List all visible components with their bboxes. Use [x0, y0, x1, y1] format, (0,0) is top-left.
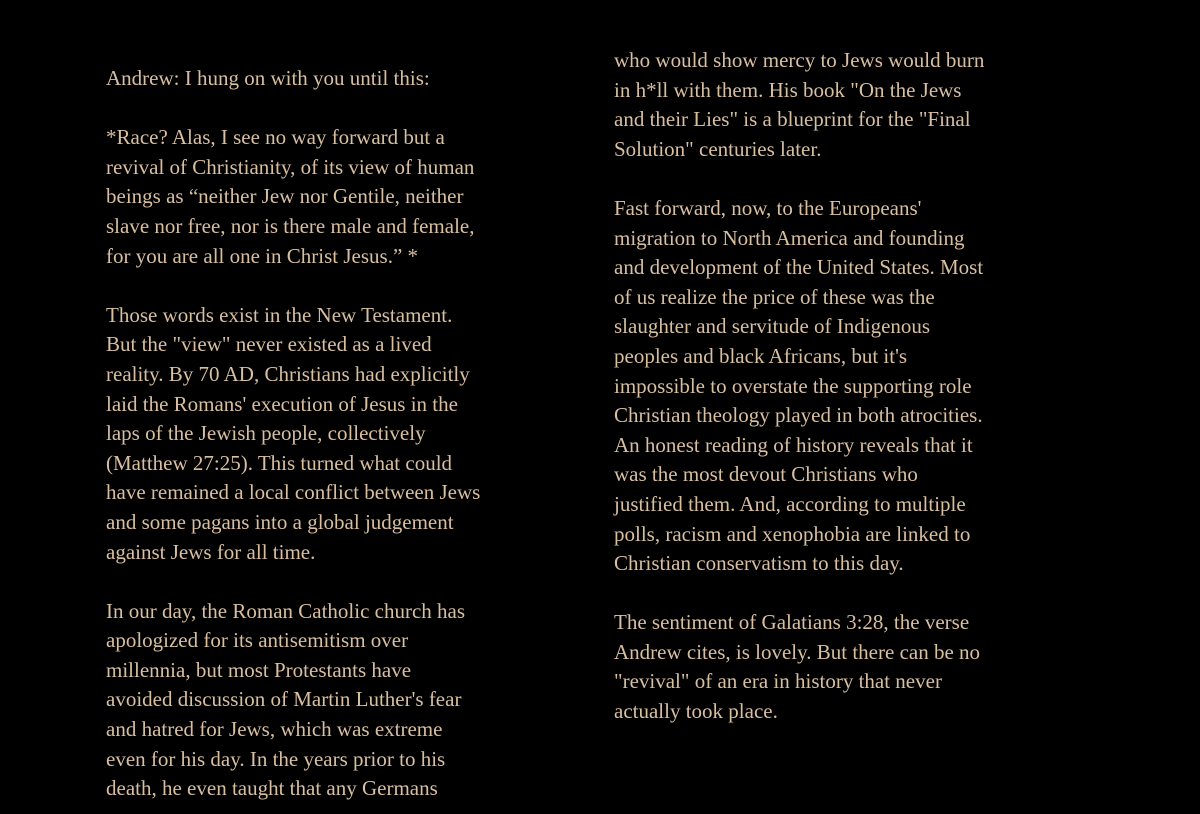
- paragraph-spacer: [614, 579, 1054, 609]
- paragraph-fast-forward: Fast forward, now, to the Europeans' migration to North America and founding and development of the United States. Most of us realize the price of these was the slaughter and servitude of Indigenous peoples and black Africans, but it's impossible to overstate the supporting role Christian theology played in both atrocities. An honest reading of history reveals that it was the most devout Christians who justified them. And, according to multiple polls, racism and xenophobia are linked to Christian conservatism to this day.: [614, 195, 984, 576]
- left-text-column: [106, 64, 546, 804]
- right-text-column: [614, 46, 1054, 727]
- paragraph-luther-continued: who would show mercy to Jews would burn in h*ll with them. His book "On the Jews and their Lies" is a blueprint for the "Final Solution" centuries later.: [614, 48, 985, 161]
- paragraph-roman-catholic: In our day, the Roman Catholic church has apologized for its antisemitism over millennia, but most Protestants have avoided discussion of Martin Luther's fear and hatred for Jews, which was extreme even for his day. In the years prior to his death, he even taught that any Germans: [106, 598, 466, 801]
- paragraph-spacer: [106, 94, 546, 124]
- paragraph-new-testament: Those words exist in the New Testament. But the "view" never existed as a lived reality. By 70 AD, Christians had explicitly laid the Romans' execution of Jesus in the laps of the Jewish people, collectively (Matthew 27:25). This turned what could have remained a local conflict between Jews and some pagans into a global judgement against Jews for all time.: [106, 302, 481, 564]
- paragraph-quote: *Race? Alas, I see no way forward but a revival of Christianity, of its view of human beings as “neither Jew nor Gentile, neither slave nor free, nor is there male and female, for you are all one in Christ Jesus.” *: [106, 125, 475, 268]
- paragraph-galatians: The sentiment of Galatians 3:28, the verse Andrew cites, is lovely. But there can be no "revival" of an era in history that never actually took place.: [614, 610, 981, 724]
- paragraph-spacer: [106, 567, 546, 597]
- paragraph-spacer: [614, 164, 1054, 194]
- paragraph-spacer: [106, 271, 546, 301]
- paragraph-greeting: Andrew: I hung on with you until this:: [106, 66, 430, 90]
